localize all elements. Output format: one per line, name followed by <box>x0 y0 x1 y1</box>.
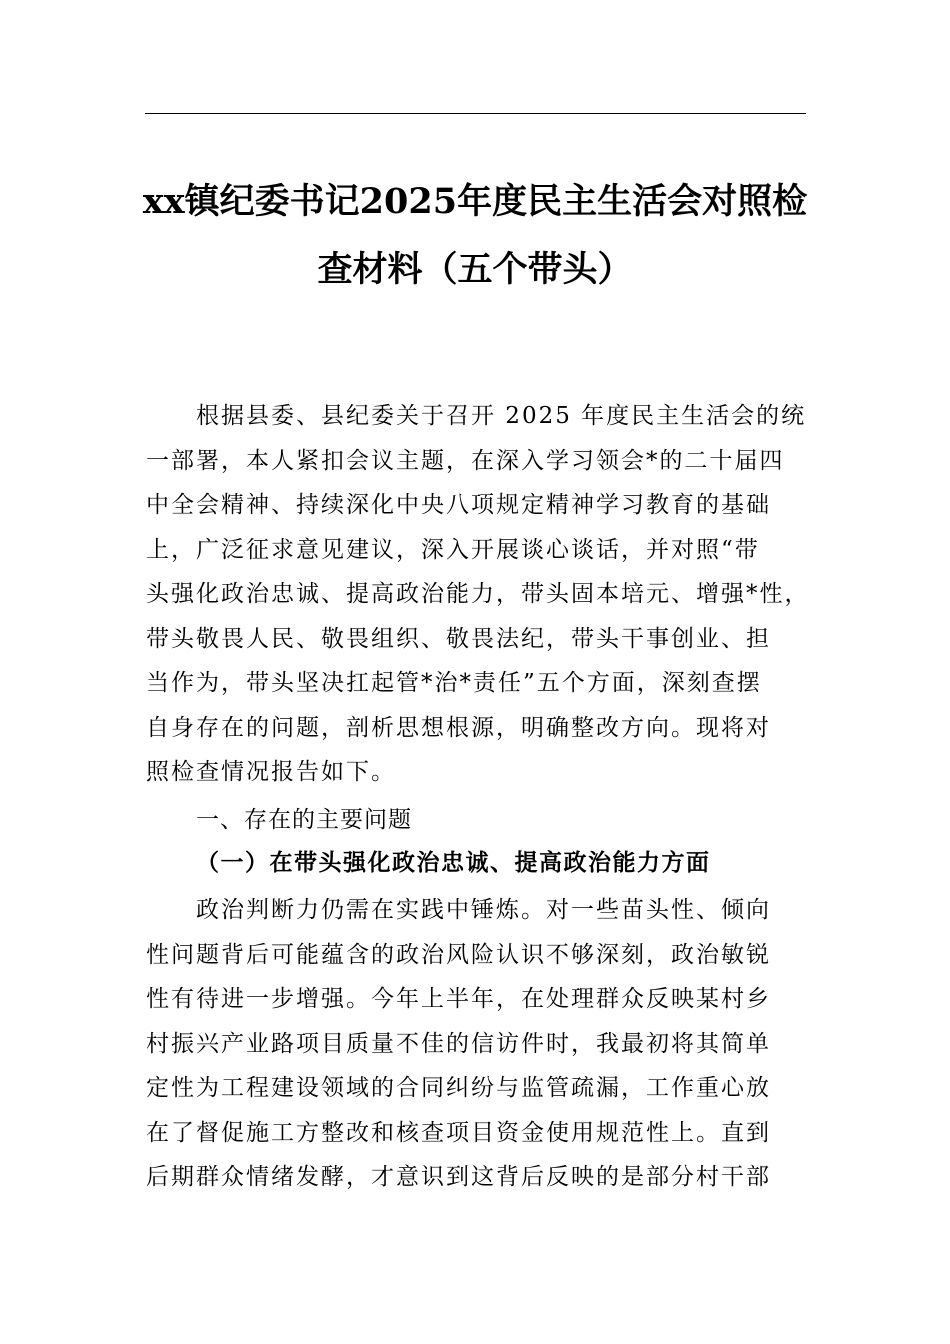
paragraph-line: 政治判断力仍需在实践中锤炼。对一些苗头性、倾向 <box>196 897 771 923</box>
paragraph-line: 性问题背后可能蕴含的政治风险认识不够深刻，政治敏锐 <box>146 941 771 968</box>
paragraph-line: 头强化政治忠诚、提高政治能力，带头固本培元、增强*性， <box>146 581 810 607</box>
paragraph-line: 中全会精神、持续深化中央八项规定精神学习教育的基础 <box>146 492 771 518</box>
paragraph-line: 自身存在的问题，剖析思想根源，明确整改方向。现将对 <box>146 714 771 741</box>
title-line-2: 查材料（五个带头） <box>317 249 633 290</box>
intro-paragraph <box>146 394 811 795</box>
paragraph-line: 上，广泛征求意见建议，深入开展谈心谈话，并对照“带 <box>146 536 760 563</box>
section-heading: 一、存在的主要问题 <box>196 807 412 833</box>
paragraph-line: 照检查情况报告如下。 <box>146 759 396 785</box>
paragraph-line: 性有待进一步增强。今年上半年，在处理群众反映某村乡 <box>146 986 771 1012</box>
body-paragraph <box>146 888 811 1200</box>
document-title <box>140 168 810 304</box>
paragraph-line: 带头敬畏人民、敬畏组织、敬畏法纪，带头干事创业、担 <box>146 625 771 652</box>
paragraph-line: 后期群众情绪发酵，才意识到这背后反映的是部分村干部 <box>146 1164 771 1190</box>
subsection-heading: （一）在带头强化政治忠诚、提高政治能力方面 <box>196 849 711 876</box>
paragraph-line: 当作为，带头坚决扛起管*治*责任”五个方面，深刻查摆 <box>146 670 762 696</box>
paragraph-line: 定性为工程建设领域的合同纠纷与监管疏漏，工作重心放 <box>146 1075 771 1101</box>
title-line-1: xx镇纪委书记2025年度民主生活会对照检 <box>142 181 808 222</box>
paragraph-line: 在了督促施工方整改和核查项目资金使用规范性上。直到 <box>146 1119 771 1146</box>
paragraph-line: 一部署，本人紧扣会议主题，在深入学习领会*的二十届四 <box>146 447 785 474</box>
paragraph-line: 村振兴产业路项目质量不佳的信访件时，我最初将其简单 <box>146 1030 771 1057</box>
header-rule <box>145 113 806 114</box>
paragraph-line: 根据县委、县纪委关于召开 2025 年度民主生活会的统 <box>196 403 807 429</box>
